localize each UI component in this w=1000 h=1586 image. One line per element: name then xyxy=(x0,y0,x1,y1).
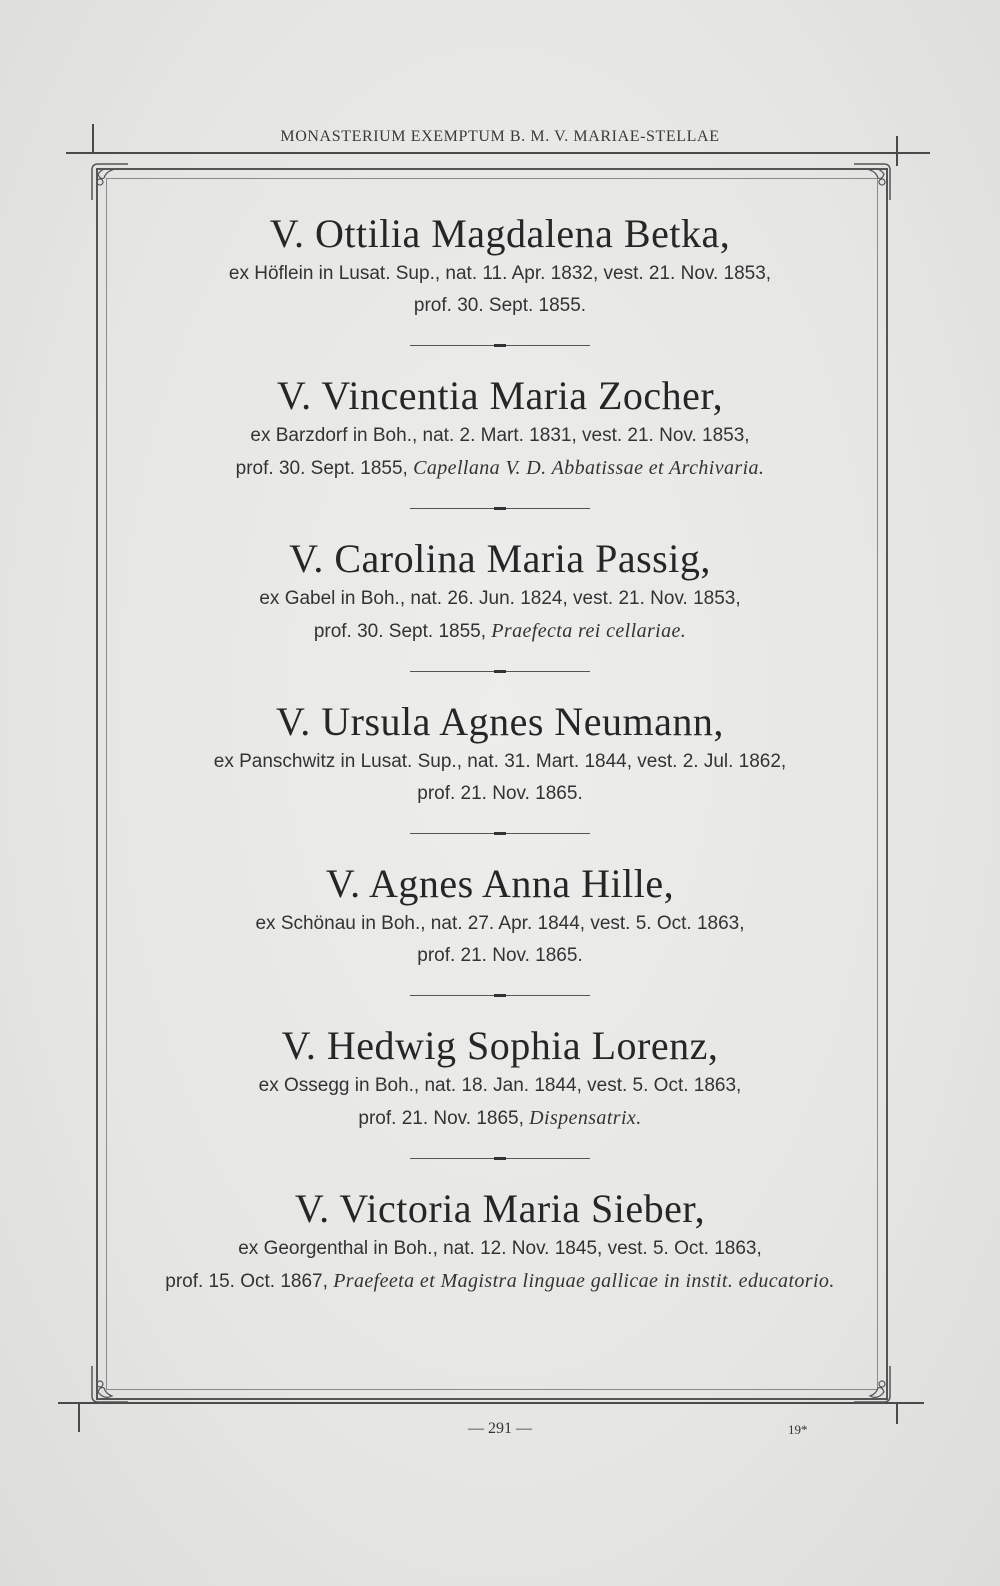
page-number: — 291 — xyxy=(468,1420,532,1437)
entry xyxy=(110,860,890,972)
entry-name: V. Ursula Agnes Neumann, xyxy=(276,699,724,744)
entry-profession-line: prof. 30. Sept. 1855, Praefecta rei cellariae. xyxy=(313,620,687,642)
entry-details xyxy=(110,583,890,648)
entry-origin-line: ex Panschwitz in Lusat. Sup., nat. 31. Mart. 1844, vest. 2. Jul. 1862, xyxy=(213,751,787,772)
entry-name: V. Ottilia Magdalena Betka, xyxy=(269,211,731,256)
entry-profession-line: prof. 30. Sept. 1855. xyxy=(413,295,587,316)
entry-origin-line: ex Höflein in Lusat. Sup., nat. 11. Apr. 1832, vest. 21. Nov. 1853, xyxy=(228,263,772,284)
header-tick-left xyxy=(92,124,94,154)
separator xyxy=(410,670,590,674)
entry-origin-line: ex Schönau in Boh., nat. 27. Apr. 1844, vest. 5. Oct. 1863, xyxy=(255,913,745,934)
entry-profession-line: prof. 30. Sept. 1855, Capellana V. D. Abbatissae et Archivaria. xyxy=(235,457,765,479)
entry-name: V. Vincentia Maria Zocher, xyxy=(276,373,724,418)
footer-rule xyxy=(58,1402,924,1404)
separator xyxy=(410,344,590,348)
entry xyxy=(110,372,890,485)
entry xyxy=(110,535,890,648)
entry-details xyxy=(110,258,890,322)
entry-profession-line: prof. 15. Oct. 1867, Praefeeta et Magistra linguae gallicae in instit. educatorio. xyxy=(165,1270,835,1292)
entry-profession-line: prof. 21. Nov. 1865, Dispensatrix. xyxy=(358,1107,642,1129)
entry-office: Dispensatrix. xyxy=(529,1107,642,1129)
header-tick-right xyxy=(896,136,898,166)
entries-list xyxy=(110,210,890,1298)
page-footer xyxy=(0,1420,1000,1450)
entry xyxy=(110,1185,890,1298)
entry-origin-line: ex Gabel in Boh., nat. 26. Jun. 1824, vest. 21. Nov. 1853, xyxy=(259,588,741,609)
separator xyxy=(410,832,590,836)
corner-ornament-top-right-icon xyxy=(852,160,894,202)
entry-office: Praefecta rei cellariae. xyxy=(491,620,687,642)
corner-ornament-bottom-right-icon xyxy=(852,1364,894,1406)
corner-ornament-bottom-left-icon xyxy=(88,1364,130,1406)
entry-name: V. Hedwig Sophia Lorenz, xyxy=(281,1023,719,1068)
entry-office: Capellana V. D. Abbatissae et Archivaria. xyxy=(413,457,765,479)
gathering-signature: 19* xyxy=(788,1422,808,1437)
entry-details xyxy=(110,420,890,485)
corner-ornament-top-left-icon xyxy=(88,160,130,202)
running-head: MONASTERIUM EXEMPTUM B. M. V. MARIAE-STELLAE xyxy=(280,128,720,145)
separator xyxy=(410,1157,590,1161)
entry xyxy=(110,698,890,810)
entry xyxy=(110,210,890,322)
entry-details xyxy=(110,1070,890,1135)
entry-origin-line: ex Ossegg in Boh., nat. 18. Jan. 1844, vest. 5. Oct. 1863, xyxy=(258,1075,742,1096)
header-rule xyxy=(66,152,930,154)
entry-name: V. Carolina Maria Passig, xyxy=(289,536,711,581)
entry-office: Praefeeta et Magistra linguae gallicae in instit. educatorio. xyxy=(333,1270,835,1292)
separator xyxy=(410,994,590,998)
entry xyxy=(110,1022,890,1135)
entry-details xyxy=(110,908,890,972)
entry-profession-line: prof. 21. Nov. 1865. xyxy=(417,783,583,804)
entry-details xyxy=(110,1233,890,1298)
entry-details xyxy=(110,746,890,810)
entry-origin-line: ex Barzdorf in Boh., nat. 2. Mart. 1831, vest. 21. Nov. 1853, xyxy=(250,425,750,446)
entry-name: V. Agnes Anna Hille, xyxy=(325,861,675,906)
entry-profession-line: prof. 21. Nov. 1865. xyxy=(417,945,583,966)
separator xyxy=(410,507,590,511)
entry-name: V. Victoria Maria Sieber, xyxy=(294,1186,706,1231)
entry-origin-line: ex Georgenthal in Boh., nat. 12. Nov. 1845, vest. 5. Oct. 1863, xyxy=(238,1238,762,1259)
